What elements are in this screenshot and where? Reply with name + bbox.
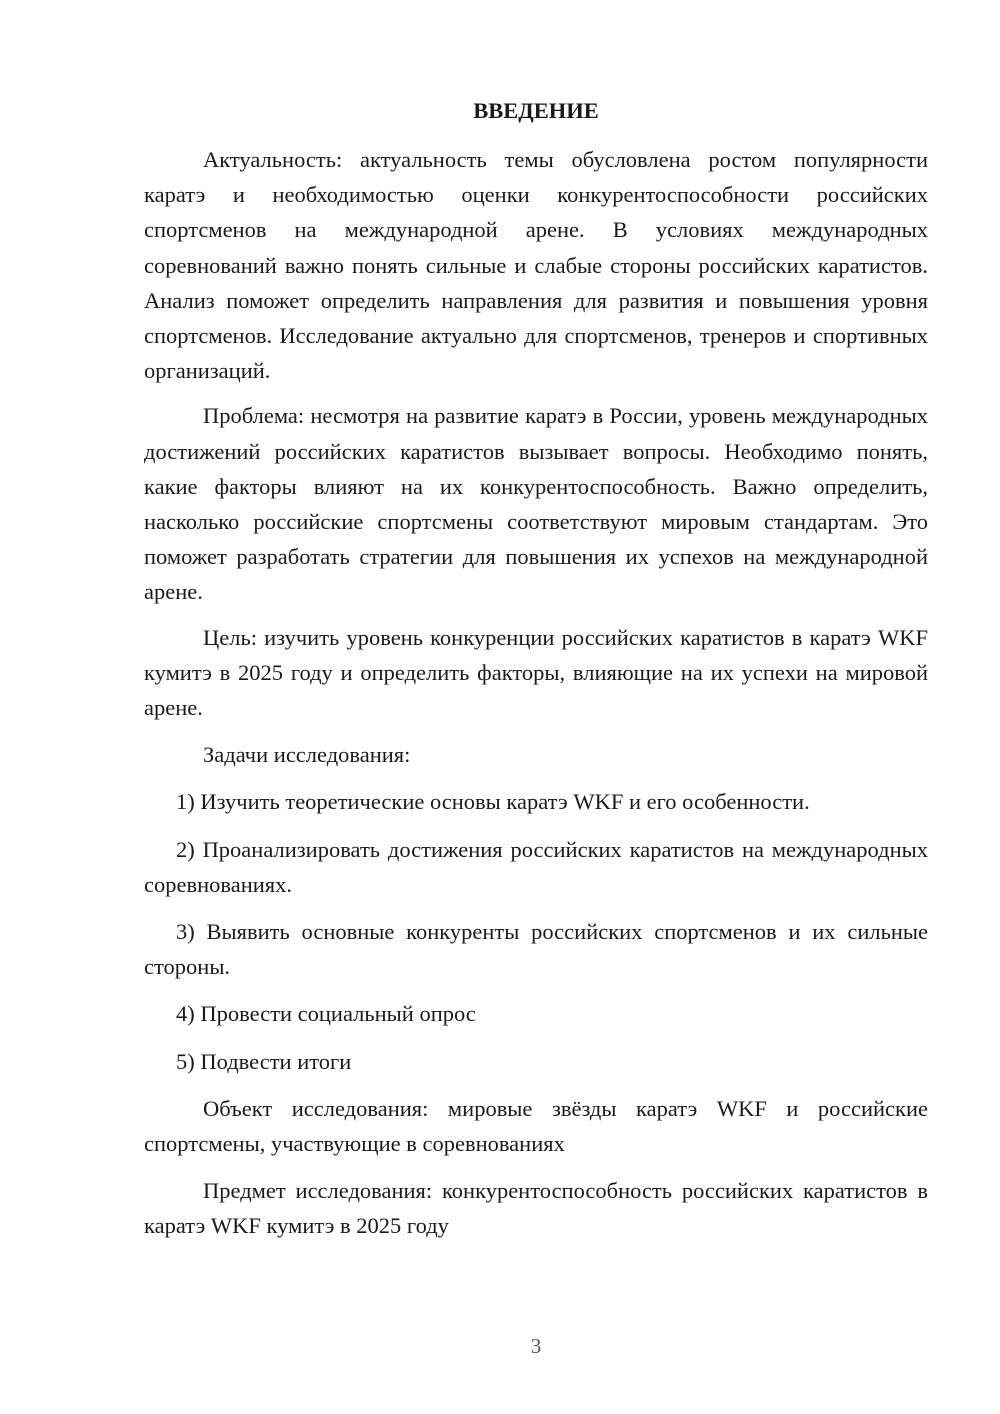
task-item-4: 4) Провести социальный опрос xyxy=(176,1001,476,1027)
task-item-2: 2) Проанализировать достижения российских каратистов на международных соревнованиях. xyxy=(144,836,928,897)
problem-paragraph: Проблема: несмотря на развитие каратэ в России, уровень международных достижений российских каратистов вызывает вопросы. Необходимо понять, какие факторы влияют на их конкурентоспособность. Важно определить, насколько российские спортсмены соответствуют мировым стандартам. Это поможет разработать стратегии для повышения их успехов на международной арене. xyxy=(144,403,928,605)
research-object-paragraph: Объект исследования: мировые звёзды каратэ WKF и российские спортсмены, участвующие в соревнованиях xyxy=(144,1095,928,1157)
page-number: 3 xyxy=(530,1334,542,1358)
tasks-heading: Задачи исследования: xyxy=(203,742,411,768)
document-body xyxy=(144,96,928,1254)
task-item-5: 5) Подвести итоги xyxy=(176,1048,352,1074)
page-title: ВВЕДЕНИЕ xyxy=(473,98,599,123)
goal-paragraph: Цель: изучить уровень конкуренции российских каратистов в каратэ WKF кумитэ в 2025 году и определить факторы, влияющие на их успехи на мировой арене. xyxy=(144,624,928,721)
task-item-1: 1) Изучить теоретические основы каратэ WKF и его особенности. xyxy=(176,789,810,815)
relevance-paragraph: Актуальность: актуальность темы обусловлена ростом популярности каратэ и необходимостью оценки конкурентоспособности российских спортсменов на международной арене. В условиях международных соревнований важно понять сильные и слабые стороны российских каратистов. Анализ поможет определить направления для развития и повышения уровня спортсменов. Исследование актуально для спортсменов, тренеров и спортивных организаций. xyxy=(144,147,928,384)
research-subject-paragraph: Предмет исследования: конкурентоспособность российских каратистов в каратэ WKF кумитэ в 2025 году xyxy=(144,1178,928,1239)
task-item-3: 3) Выявить основные конкуренты российских спортсменов и их сильные стороны. xyxy=(144,919,928,980)
